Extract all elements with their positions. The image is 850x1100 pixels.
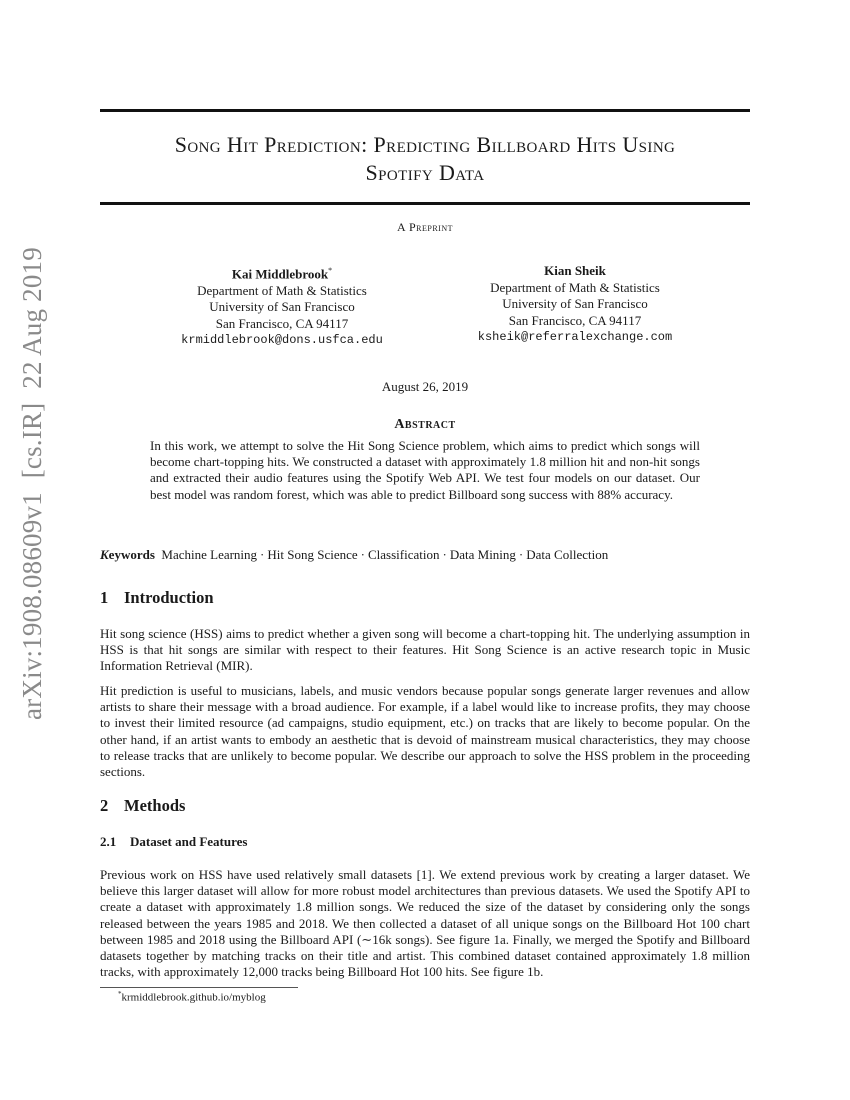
title-top-rule	[100, 109, 750, 112]
subsection-number: 2.1	[100, 834, 117, 849]
arxiv-identifier-stamp: arXiv:1908.08609v1 [cs.IR] 22 Aug 2019	[17, 247, 47, 720]
author-university: University of San Francisco	[209, 299, 355, 315]
intro-paragraph-2: Hit prediction is useful to musicians, labels, and music vendors because popular songs generate larger revenues and allow artists to share their message with a broad audience. For example, if a label would like to increase profits, they may choose to invest their limited resource (ad campaigns, studio equipment, etc.) on tracks that are likely to become popular. On the other hand, if an artist wants to embody an aesthetic that is devoid of mainstream musical characteristics, they may choose to release tracks that are unlikely to become popular. We describe our approach to solve the HSS problem in the proceeding sections.	[100, 683, 750, 780]
keyword-item: Hit Song Science	[267, 547, 358, 562]
footnote-marker: *	[328, 266, 333, 275]
keyword-item: Classification	[368, 547, 440, 562]
author-name: Kian Sheik	[544, 263, 606, 278]
keywords-label: Keywords	[100, 547, 155, 562]
abstract-text: In this work, we attempt to solve the Hit Song Science problem, which aims to predict which songs will become chart-topping hits. We constructed a dataset with approximately 1.8 million hit and non-hit songs and extracted their audio features using the Spotify Web API. We test four models on our dataset. Our best model was random forest, which was able to predict Billboard song success with 88% accuracy.	[150, 438, 700, 502]
footnote	[118, 990, 266, 1004]
keywords-line	[100, 547, 750, 563]
title-line-1: Song Hit Prediction: Predicting Billboard Hits Using	[174, 132, 676, 157]
paper-date: August 26, 2019	[381, 379, 469, 394]
title-line-2: Spotify Data	[365, 160, 485, 185]
footnote-link[interactable]: krmiddlebrook.github.io/myblog	[121, 991, 266, 1004]
paper-title	[100, 131, 750, 187]
keyword-item: Data Mining	[449, 547, 516, 562]
author-name: Kai Middlebrook*	[231, 266, 333, 282]
keyword-item: Data Collection	[526, 547, 609, 562]
section-number: 1	[100, 588, 109, 607]
methods-paragraph-1: Previous work on HSS have used relatively small datasets [1]. We extend previous work by creating a larger dataset. We believe this larger dataset will allow for more robust model architectures than previous datasets. We used the Spotify API to create a dataset with approximately 1.8 million songs. We reduced the size of the dataset by considering only the songs released between the years 1985 and 2018. We then collected a dataset of all unique songs on the Billboard Hot 100 chart between 1985 and 2018 using the Billboard API (∼16k songs). See figure 1a. Finally, we merged the Spotify and Billboard datasets together by matching tracks on their title and artist. This combined dataset contained approximately 1.8 million tracks, with approximately 12,000 tracks being Billboard Hot 100 hits. See figure 1b.	[100, 867, 750, 980]
author-department: Department of Math & Statistics	[197, 282, 367, 298]
keyword-item: Machine Learning	[161, 547, 258, 562]
section-number: 2	[100, 796, 109, 815]
title-bottom-rule	[100, 202, 750, 205]
author-address: San Francisco, CA 94117	[508, 312, 642, 328]
footnote-rule	[100, 987, 298, 988]
author-email[interactable]: ksheik@referralexchange.com	[477, 330, 673, 344]
author-block-2	[470, 263, 680, 346]
author-email[interactable]: krmiddlebrook@dons.usfca.edu	[181, 333, 383, 348]
keyword-separator: ·	[360, 547, 365, 562]
keyword-separator: ·	[260, 547, 265, 562]
preprint-label: A Preprint	[396, 220, 453, 234]
intro-paragraph-1: Hit song science (HSS) aims to predict whether a given song will become a chart-topping hit. The underlying assumption in HSS is that hit songs are similar with respect to their features. Hit Song Science is an active research topic in Music Information Retrieval (MIR).	[100, 626, 750, 674]
author-address: San Francisco, CA 94117	[215, 315, 349, 331]
footnote-marker: *	[118, 990, 122, 998]
subsection-heading-dataset	[100, 834, 247, 850]
keyword-separator: ·	[518, 547, 524, 562]
author-university: University of San Francisco	[502, 296, 648, 311]
section-heading-methods	[100, 796, 185, 816]
abstract-heading: Abstract	[394, 417, 456, 432]
section-title: Introduction	[124, 588, 214, 607]
section-heading-introduction	[100, 588, 214, 608]
author-block-1	[178, 263, 386, 349]
section-title: Methods	[124, 796, 186, 815]
author-department: Department of Math & Statistics	[490, 279, 660, 295]
subsection-title: Dataset and Features	[130, 834, 248, 849]
keyword-separator: ·	[442, 547, 447, 562]
